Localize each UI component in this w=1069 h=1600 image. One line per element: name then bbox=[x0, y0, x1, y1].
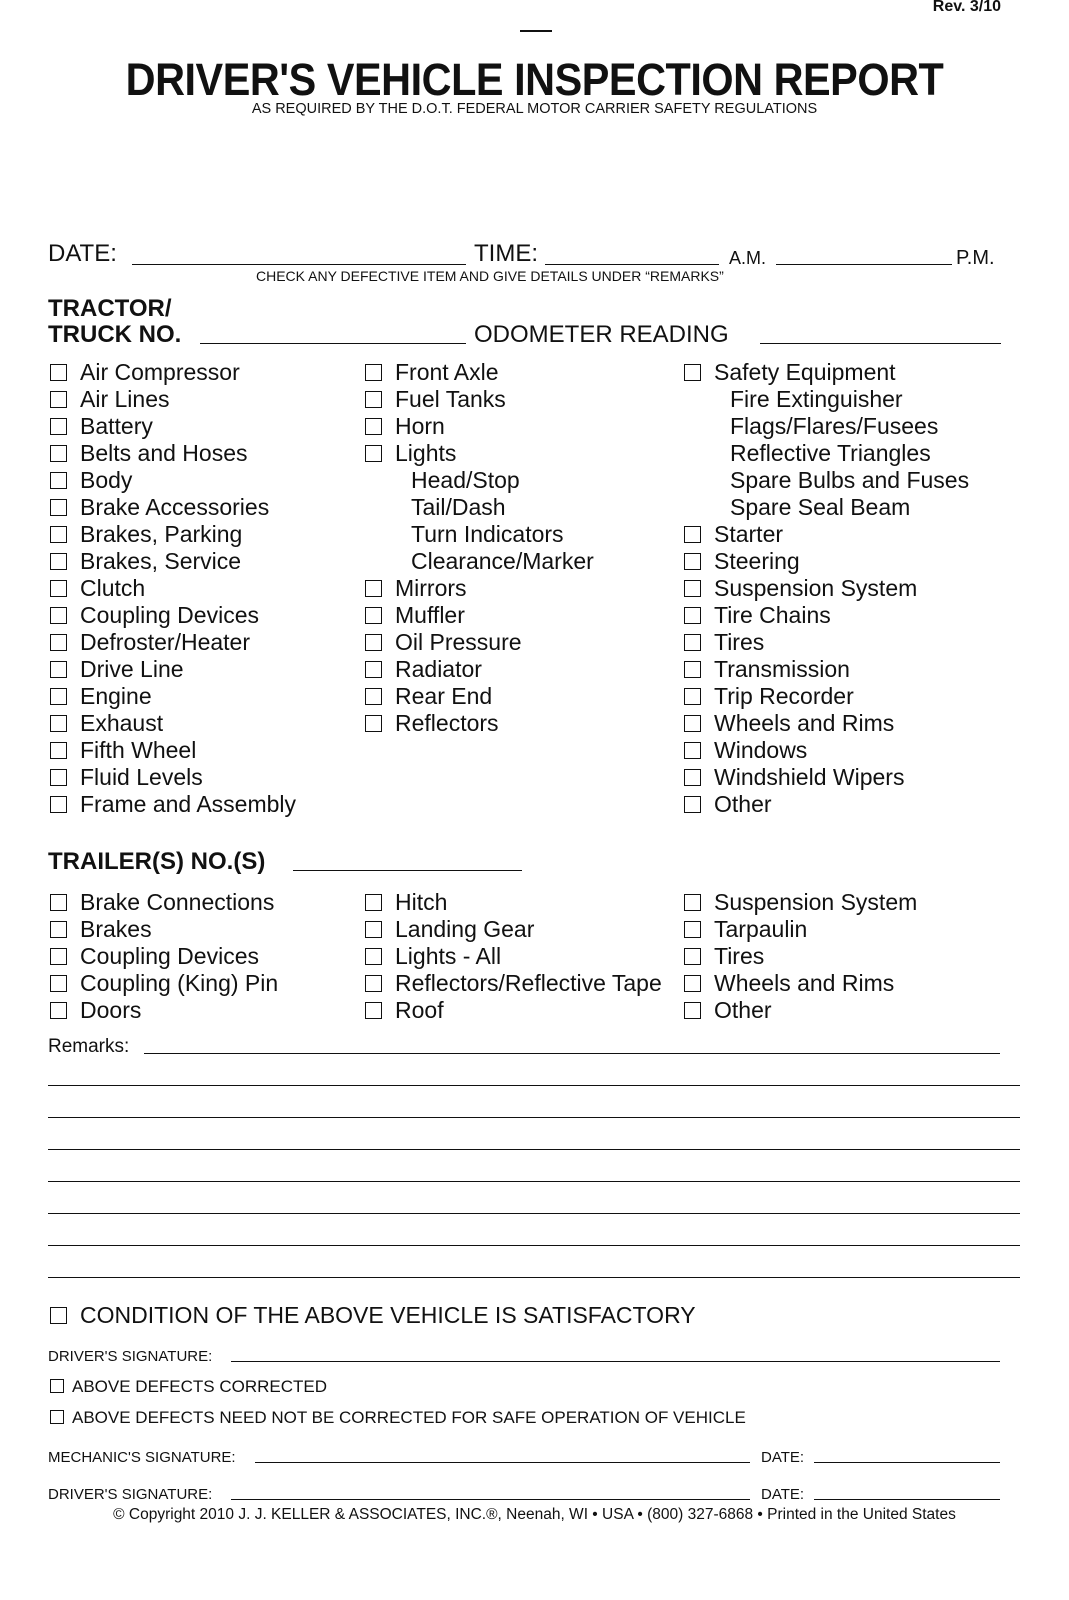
remarks-line[interactable] bbox=[48, 1213, 1020, 1214]
checkbox[interactable] bbox=[365, 921, 382, 938]
checklist-item[interactable] bbox=[365, 997, 662, 1024]
checkbox[interactable] bbox=[365, 661, 382, 678]
remarks-line[interactable] bbox=[48, 1277, 1020, 1278]
checklist-label: Brakes, Service bbox=[80, 548, 242, 574]
checkbox[interactable] bbox=[50, 391, 67, 408]
checklist-label: Lights - All bbox=[395, 943, 502, 969]
checklist-item[interactable] bbox=[684, 710, 969, 737]
checkbox[interactable] bbox=[50, 1002, 67, 1019]
remarks-line[interactable] bbox=[48, 1149, 1020, 1150]
checklist-item[interactable] bbox=[50, 359, 296, 386]
checklist-label: Radiator bbox=[395, 656, 482, 682]
checklist-item[interactable] bbox=[50, 440, 296, 467]
checkbox[interactable] bbox=[684, 607, 701, 624]
checklist-label: Horn bbox=[395, 413, 445, 439]
defects-corrected-row[interactable] bbox=[50, 1377, 327, 1397]
checkbox[interactable] bbox=[365, 391, 382, 408]
date-field[interactable] bbox=[132, 264, 466, 265]
checklist-label: Windshield Wipers bbox=[714, 764, 905, 790]
checkbox[interactable] bbox=[684, 715, 701, 732]
checklist-item[interactable] bbox=[684, 916, 917, 943]
checklist-label: Tires bbox=[714, 943, 765, 969]
checkbox[interactable] bbox=[50, 742, 67, 759]
driver-signature-label-2: DRIVER'S SIGNATURE: bbox=[48, 1486, 213, 1503]
checkbox[interactable] bbox=[50, 796, 67, 813]
defect-instruction: CHECK ANY DEFECTIVE ITEM AND GIVE DETAILS UNDER “REMARKS” bbox=[256, 268, 724, 284]
trailer-col3-list bbox=[684, 889, 917, 1024]
time-field[interactable] bbox=[545, 264, 719, 265]
checklist-label: Landing Gear bbox=[395, 916, 535, 942]
checklist-label: Reflectors/Reflective Tape bbox=[395, 970, 662, 996]
checkbox[interactable] bbox=[50, 1410, 64, 1424]
checklist-label: Air Compressor bbox=[80, 359, 240, 385]
checklist-label: Coupling Devices bbox=[80, 602, 259, 628]
checklist-item[interactable] bbox=[50, 791, 296, 818]
checkbox[interactable] bbox=[50, 715, 67, 732]
checklist-item[interactable] bbox=[50, 521, 296, 548]
checklist-label: Front Axle bbox=[395, 359, 499, 385]
checklist-label: Fluid Levels bbox=[80, 764, 203, 790]
defects-corrected-label: ABOVE DEFECTS CORRECTED bbox=[72, 1377, 328, 1396]
trailer-col1-list bbox=[50, 889, 278, 1024]
checklist-item[interactable] bbox=[684, 889, 917, 916]
pm-time-field[interactable] bbox=[776, 264, 952, 265]
checklist-label: Hitch bbox=[395, 889, 448, 915]
driver-signature-field[interactable] bbox=[231, 1361, 1000, 1362]
mechanic-date-label: DATE: bbox=[761, 1449, 805, 1466]
checklist-item[interactable] bbox=[684, 602, 969, 629]
checklist-item[interactable] bbox=[50, 602, 296, 629]
checklist-label: Mirrors bbox=[395, 575, 467, 601]
tractor-label-line1: TRACTOR/ bbox=[48, 295, 172, 322]
checklist-label: Rear End bbox=[395, 683, 493, 709]
checklist-subitem: Spare Seal Beam bbox=[730, 494, 911, 520]
checklist-subitem: Reflective Triangles bbox=[730, 440, 931, 466]
checklist-item[interactable] bbox=[684, 575, 969, 602]
checkbox[interactable] bbox=[684, 526, 701, 543]
tractor-label-line2: TRUCK NO. bbox=[48, 321, 182, 348]
trailer-label: TRAILER(S) NO.(S) bbox=[48, 848, 266, 875]
checkbox[interactable] bbox=[50, 894, 67, 911]
checklist-label: Fifth Wheel bbox=[80, 737, 197, 763]
checklist-item[interactable] bbox=[50, 737, 296, 764]
checklist-label: Other bbox=[714, 791, 772, 817]
checklist-item[interactable] bbox=[50, 629, 296, 656]
checklist-item[interactable] bbox=[365, 359, 594, 386]
checklist-item[interactable] bbox=[50, 413, 296, 440]
checklist-item[interactable] bbox=[50, 494, 296, 521]
checkbox[interactable] bbox=[50, 364, 67, 381]
remarks-label: Remarks: bbox=[48, 1036, 130, 1057]
checklist-label: Belts and Hoses bbox=[80, 440, 248, 466]
satisfactory-label: CONDITION OF THE ABOVE VEHICLE IS SATISFACTORY bbox=[80, 1302, 696, 1328]
checklist-label: Suspension System bbox=[714, 575, 918, 601]
checkbox[interactable] bbox=[365, 975, 382, 992]
tractor-label bbox=[48, 296, 181, 348]
page-subtitle: AS REQUIRED BY THE D.O.T. FEDERAL MOTOR CARRIER SAFETY REGULATIONS bbox=[251, 101, 818, 117]
checklist-subitem: Fire Extinguisher bbox=[730, 386, 903, 412]
time-label: TIME: bbox=[474, 240, 538, 267]
checklist-item[interactable] bbox=[50, 467, 296, 494]
checklist-item[interactable] bbox=[365, 710, 594, 737]
defects-not-needed-label: ABOVE DEFECTS NEED NOT BE CORRECTED FOR SAFE OPERATION OF VEHICLE bbox=[72, 1408, 746, 1427]
checklist-label: Lights bbox=[395, 440, 457, 466]
checklist-label: Frame and Assembly bbox=[80, 791, 297, 817]
checkbox[interactable] bbox=[50, 499, 67, 516]
checkbox[interactable] bbox=[365, 634, 382, 651]
checkbox[interactable] bbox=[50, 661, 67, 678]
checkbox[interactable] bbox=[684, 769, 701, 786]
pm-label: P.M. bbox=[956, 247, 995, 269]
mechanic-signature-label: MECHANIC'S SIGNATURE: bbox=[48, 1449, 236, 1466]
checklist-item[interactable] bbox=[365, 656, 594, 683]
checkbox[interactable] bbox=[365, 688, 382, 705]
checklist-label: Tire Chains bbox=[714, 602, 831, 628]
checklist-item[interactable] bbox=[684, 521, 969, 548]
top-dash-mark bbox=[520, 30, 552, 32]
checkbox[interactable] bbox=[684, 1002, 701, 1019]
checklist-item[interactable] bbox=[50, 656, 296, 683]
checklist-item[interactable] bbox=[50, 386, 296, 413]
checklist-item[interactable] bbox=[684, 791, 969, 818]
checklist-label: Trip Recorder bbox=[714, 683, 854, 709]
odometer-field[interactable] bbox=[760, 343, 1001, 344]
checklist-item[interactable] bbox=[365, 629, 594, 656]
checklist-item[interactable] bbox=[365, 386, 594, 413]
checklist-label: Defroster/Heater bbox=[80, 629, 251, 655]
checkbox[interactable] bbox=[684, 796, 701, 813]
page-title: DRIVER'S VEHICLE INSPECTION REPORT bbox=[125, 54, 944, 105]
checklist-label: Brake Accessories bbox=[80, 494, 270, 520]
checkbox[interactable] bbox=[365, 948, 382, 965]
checkbox[interactable] bbox=[684, 634, 701, 651]
driver-signature-field-2[interactable] bbox=[231, 1499, 750, 1500]
checklist-item[interactable] bbox=[365, 889, 662, 916]
checklist-label: Transmission bbox=[714, 656, 850, 682]
checkbox[interactable] bbox=[50, 948, 67, 965]
checkbox[interactable] bbox=[50, 1307, 67, 1324]
checklist-item[interactable] bbox=[50, 889, 278, 916]
checklist-item[interactable] bbox=[684, 359, 969, 386]
checklist-subitem: Turn Indicators bbox=[411, 521, 564, 547]
driver-date-label: DATE: bbox=[761, 1486, 805, 1503]
checklist-label: Other bbox=[714, 997, 772, 1023]
checklist-item[interactable] bbox=[684, 997, 917, 1024]
checklist-label: Body bbox=[80, 467, 133, 493]
checklist-item[interactable] bbox=[365, 683, 594, 710]
checklist-item[interactable] bbox=[365, 575, 594, 602]
checklist-item[interactable] bbox=[684, 548, 969, 575]
odometer-label: ODOMETER READING bbox=[474, 321, 729, 348]
checklist-label: Brake Connections bbox=[80, 889, 275, 915]
checklist-label: Wheels and Rims bbox=[714, 970, 895, 996]
checklist-item[interactable] bbox=[50, 970, 278, 997]
checkbox[interactable] bbox=[365, 607, 382, 624]
checklist-subitem: Flags/Flares/Fusees bbox=[730, 413, 939, 439]
checklist-item[interactable] bbox=[684, 764, 969, 791]
checklist-item[interactable] bbox=[50, 548, 296, 575]
remarks-line[interactable] bbox=[48, 1085, 1020, 1086]
checklist-item[interactable] bbox=[684, 970, 917, 997]
checklist-subitem: Spare Bulbs and Fuses bbox=[730, 467, 970, 493]
checklist-item[interactable] bbox=[684, 656, 969, 683]
checklist-item[interactable] bbox=[50, 710, 296, 737]
checkbox[interactable] bbox=[684, 975, 701, 992]
checklist-label: Coupling (King) Pin bbox=[80, 970, 279, 996]
copyright-text: © Copyright 2010 J. J. KELLER & ASSOCIATES, INC.®, Neenah, WI • USA • (800) 327-6868 • Printed in the United States bbox=[113, 1506, 956, 1523]
checklist-label: Clutch bbox=[80, 575, 146, 601]
checklist-item[interactable] bbox=[365, 602, 594, 629]
checkbox[interactable] bbox=[50, 1379, 64, 1393]
date-label: DATE: bbox=[48, 240, 117, 267]
checkbox[interactable] bbox=[684, 580, 701, 597]
checklist-item[interactable] bbox=[365, 440, 594, 467]
checklist-item[interactable] bbox=[50, 997, 278, 1024]
checkbox[interactable] bbox=[365, 364, 382, 381]
trailer-number-field[interactable] bbox=[293, 870, 522, 871]
checklist-item[interactable] bbox=[50, 916, 278, 943]
checklist-label: Muffler bbox=[395, 602, 465, 628]
checklist-item[interactable] bbox=[684, 943, 917, 970]
checklist-subitem: Clearance/Marker bbox=[411, 548, 594, 574]
checklist-label: Coupling Devices bbox=[80, 943, 259, 969]
driver-date-field[interactable] bbox=[814, 1499, 1000, 1500]
checkbox[interactable] bbox=[50, 975, 67, 992]
checkbox[interactable] bbox=[365, 445, 382, 462]
tractor-col3-list bbox=[684, 359, 969, 818]
checklist-item[interactable] bbox=[365, 916, 662, 943]
checklist-label: Safety Equipment bbox=[714, 359, 896, 385]
checklist-label: Windows bbox=[714, 737, 808, 763]
checklist-subitem: Head/Stop bbox=[411, 467, 520, 493]
checklist-label: Tarpaulin bbox=[714, 916, 808, 942]
checklist-label: Steering bbox=[714, 548, 800, 574]
checklist-label: Suspension System bbox=[714, 889, 918, 915]
driver-signature-label: DRIVER'S SIGNATURE: bbox=[48, 1348, 213, 1365]
checklist-item[interactable] bbox=[50, 683, 296, 710]
checkbox[interactable] bbox=[684, 742, 701, 759]
mechanic-signature-field[interactable] bbox=[255, 1462, 750, 1463]
mechanic-date-field[interactable] bbox=[814, 1462, 1000, 1463]
checklist-subitem: Tail/Dash bbox=[411, 494, 506, 520]
tractor-col1-list bbox=[50, 359, 296, 818]
checkbox[interactable] bbox=[50, 472, 67, 489]
checkbox[interactable] bbox=[50, 580, 67, 597]
checkbox[interactable] bbox=[50, 553, 67, 570]
checklist-label: Reflectors bbox=[395, 710, 499, 736]
tractor-col2-list bbox=[365, 359, 594, 737]
checklist-item[interactable] bbox=[684, 629, 969, 656]
checklist-label: Brakes bbox=[80, 916, 152, 942]
checkbox[interactable] bbox=[365, 1002, 382, 1019]
checkbox[interactable] bbox=[50, 607, 67, 624]
checkbox[interactable] bbox=[50, 418, 67, 435]
checklist-item[interactable] bbox=[365, 970, 662, 997]
checkbox[interactable] bbox=[365, 580, 382, 597]
checklist-label: Starter bbox=[714, 521, 784, 547]
checkbox[interactable] bbox=[365, 715, 382, 732]
checkbox[interactable] bbox=[684, 921, 701, 938]
checklist-item[interactable] bbox=[50, 943, 278, 970]
checklist-item[interactable] bbox=[50, 764, 296, 791]
checklist-item[interactable] bbox=[684, 683, 969, 710]
checklist-label: Oil Pressure bbox=[395, 629, 522, 655]
checkbox[interactable] bbox=[684, 894, 701, 911]
remarks-line[interactable] bbox=[48, 1181, 1020, 1182]
checkbox[interactable] bbox=[50, 769, 67, 786]
checklist-label: Exhaust bbox=[80, 710, 164, 736]
checkbox[interactable] bbox=[50, 526, 67, 543]
checklist-label: Battery bbox=[80, 413, 153, 439]
checkbox[interactable] bbox=[50, 634, 67, 651]
satisfactory-checkbox-row[interactable] bbox=[50, 1302, 696, 1329]
remarks-line[interactable] bbox=[48, 1117, 1020, 1118]
checklist-label: Brakes, Parking bbox=[80, 521, 243, 547]
checklist-item[interactable] bbox=[365, 943, 662, 970]
checkbox[interactable] bbox=[684, 688, 701, 705]
checklist-label: Roof bbox=[395, 997, 444, 1023]
checklist-label: Air Lines bbox=[80, 386, 170, 412]
checkbox[interactable] bbox=[684, 364, 701, 381]
truck-number-field[interactable] bbox=[200, 343, 466, 344]
checkbox[interactable] bbox=[365, 418, 382, 435]
checkbox[interactable] bbox=[50, 688, 67, 705]
revision-label: Rev. 3/10 bbox=[932, 0, 1001, 15]
checkbox[interactable] bbox=[365, 894, 382, 911]
checklist-label: Engine bbox=[80, 683, 152, 709]
checkbox[interactable] bbox=[684, 553, 701, 570]
checklist-label: Tires bbox=[714, 629, 765, 655]
checklist-item[interactable] bbox=[50, 575, 296, 602]
checklist-label: Fuel Tanks bbox=[395, 386, 506, 412]
checkbox[interactable] bbox=[50, 445, 67, 462]
checklist-item[interactable] bbox=[684, 737, 969, 764]
checklist-label: Wheels and Rims bbox=[714, 710, 895, 736]
checkbox[interactable] bbox=[684, 948, 701, 965]
checklist-label: Doors bbox=[80, 997, 142, 1023]
remarks-line[interactable] bbox=[144, 1053, 1000, 1054]
checkbox[interactable] bbox=[684, 661, 701, 678]
remarks-line[interactable] bbox=[48, 1245, 1020, 1246]
defects-not-needed-row[interactable] bbox=[50, 1408, 746, 1428]
checkbox[interactable] bbox=[50, 921, 67, 938]
checklist-item[interactable] bbox=[365, 413, 594, 440]
checklist-label: Drive Line bbox=[80, 656, 184, 682]
trailer-col2-list bbox=[365, 889, 662, 1024]
am-label: A.M. bbox=[729, 248, 767, 268]
